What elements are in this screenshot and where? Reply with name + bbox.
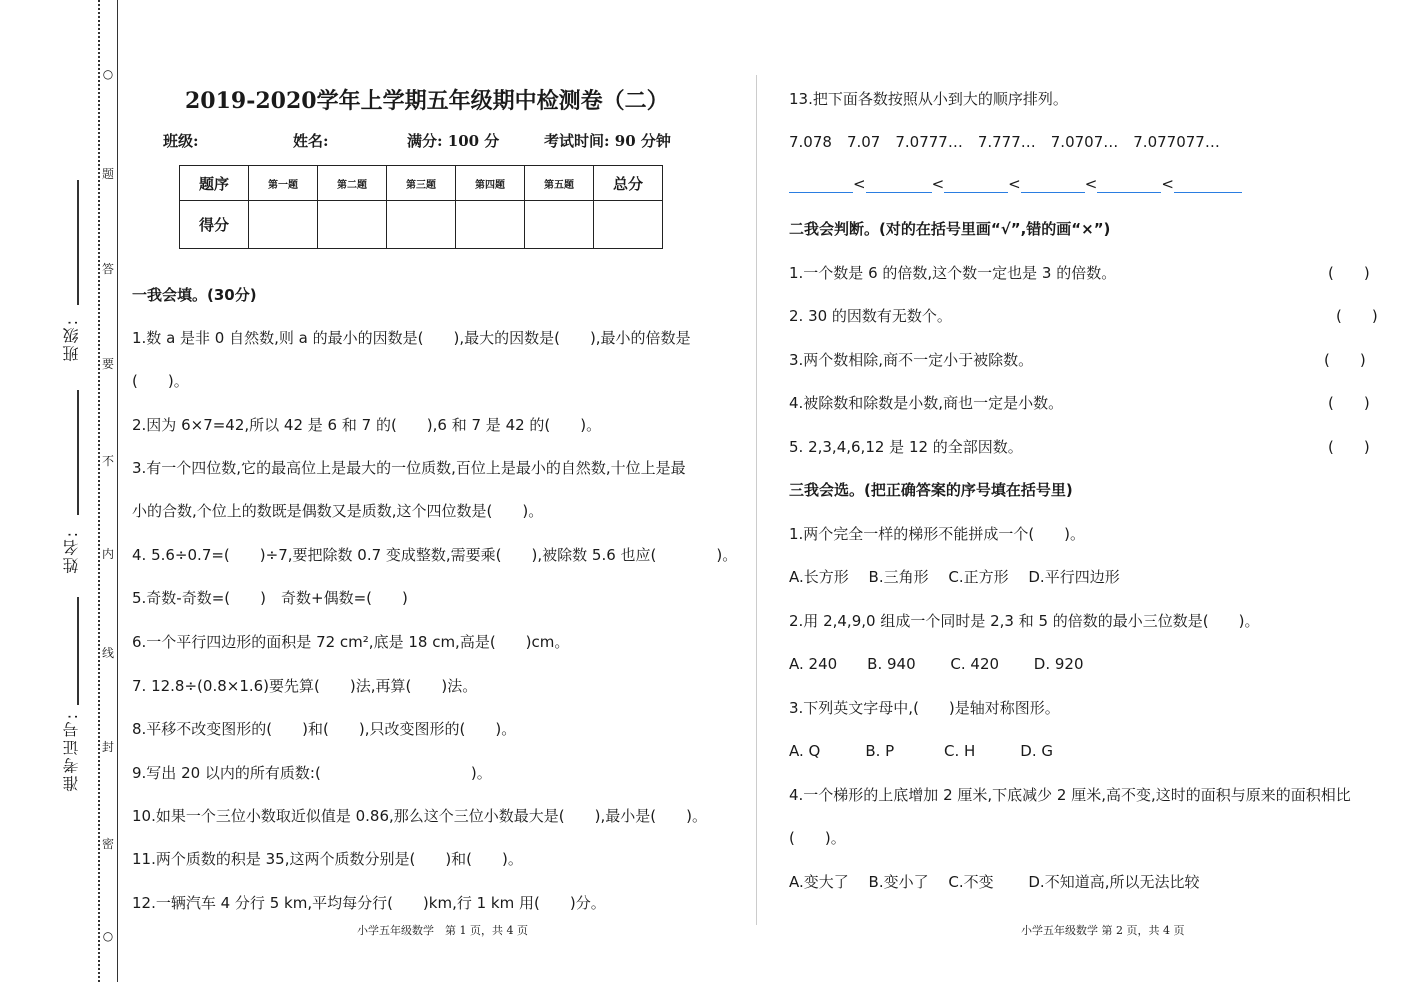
choice-options: A. 240 B. 940 C. 420 D. 920 <box>789 655 1084 673</box>
choice-line: 2.用 2,4,9,0 组成一个同时是 2,3 和 5 的倍数的最小三位数是( )。 <box>789 612 1260 630</box>
blank-field[interactable] <box>944 176 1008 193</box>
score-cell[interactable] <box>525 201 594 249</box>
question-line: 5.奇数-奇数=( ) 奇数+偶数=( ) <box>132 589 408 607</box>
less-than-sign: < <box>1008 175 1021 193</box>
section1-title: 一我会填。(30分) <box>132 286 257 304</box>
score-header-cell: 题序 <box>180 166 249 201</box>
question-line: 4. 5.6÷0.7=( )÷7,要把除数 0.7 变成整数,需要乘( ),被除数 5.6 也应( )。 <box>132 546 738 564</box>
score-header-cell: 第四题 <box>456 166 525 201</box>
binding-dotted-line <box>98 0 100 982</box>
less-than-sign: < <box>931 175 945 193</box>
question-line: 7. 12.8÷(0.8×1.6)要先算( )法,再算( )法。 <box>132 677 478 695</box>
score-cell[interactable] <box>318 201 387 249</box>
full-score: 满分: 100 分 <box>407 132 500 150</box>
name-underline <box>77 390 79 515</box>
choice-options: A.长方形 B.三角形 C.正方形 D.平行四边形 <box>789 568 1120 586</box>
choice-line: 4.一个梯形的上底增加 2 厘米,下底减少 2 厘米,高不变,这时的面积与原来的面积相比 <box>789 786 1351 804</box>
less-than-sign: < <box>853 175 866 193</box>
judge-paren[interactable]: ( ) <box>1328 438 1370 456</box>
question-line: 12.一辆汽车 4 分行 5 km,平均每分行( )km,行 1 km 用( )分。 <box>132 894 606 912</box>
name-label: 姓名: <box>62 530 81 574</box>
judge-paren[interactable]: ( ) <box>1324 351 1366 369</box>
choice-line: ( )。 <box>789 829 846 847</box>
score-header-cell: 第二题 <box>318 166 387 201</box>
question-line: 10.如果一个三位小数取近似值是 0.86,那么这个三位小数最大是( ),最小是( )。 <box>132 807 707 825</box>
page-footer-left: 小学五年级数学 第 1 页，共 4 页 <box>357 924 528 937</box>
score-header-cell: 总分 <box>594 166 663 201</box>
seal-circle-top: ○ <box>102 67 114 81</box>
question-line: ( )。 <box>132 372 189 390</box>
choice-line: 3.下列英文字母中,( )是轴对称图形。 <box>789 699 1060 717</box>
seal-char-ti: 题 <box>101 167 114 181</box>
seal-char-xian: 线 <box>101 646 114 660</box>
seal-char-yao: 要 <box>101 357 114 371</box>
question-line: 9.写出 20 以内的所有质数:( )。 <box>132 764 492 782</box>
question-13: 13.把下面各数按照从小到大的顺序排列。 <box>789 90 1068 108</box>
number-list: 7.078 7.07 7.0777… 7.777… 7.0707… 7.077077… <box>789 133 1220 151</box>
score-header-cell: 第三题 <box>387 166 456 201</box>
question-line: 2.因为 6×7=42,所以 42 是 6 和 7 的( ),6 和 7 是 42 的( )。 <box>132 416 602 434</box>
judge-item: 4.被除数和除数是小数,商也一定是小数。 <box>789 394 1064 412</box>
section2-title: 二我会判断。(对的在括号里画“√”,错的画“×”) <box>789 220 1111 238</box>
blank-field[interactable] <box>1021 176 1085 193</box>
choice-options: A. Q B. P C. H D. G <box>789 742 1053 760</box>
page-footer-right: 小学五年级数学 第 2 页，共 4 页 <box>1021 924 1185 937</box>
seal-char-bu: 不 <box>101 454 114 468</box>
seal-char-mi: 密 <box>101 837 114 851</box>
judge-paren[interactable]: ( ) <box>1328 394 1370 412</box>
question-line: 8.平移不改变图形的( )和( ),只改变图形的( )。 <box>132 720 517 738</box>
blank-field[interactable] <box>866 176 932 193</box>
question-line: 3.有一个四位数,它的最高位上是最大的一位质数,百位上是最小的自然数,十位上是最 <box>132 459 686 477</box>
blank-field[interactable] <box>789 176 853 193</box>
question-line: 小的合数,个位上的数既是偶数又是质数,这个四位数是( )。 <box>132 502 544 520</box>
score-header-cell: 第一题 <box>249 166 318 201</box>
question-line: 1.数 a 是非 0 自然数,则 a 的最小的因数是( ),最大的因数是( ),最小的倍数是 <box>132 329 691 347</box>
judge-item: 5. 2,3,4,6,12 是 12 的全部因数。 <box>789 438 1023 456</box>
seal-circle-bottom: ○ <box>102 929 114 943</box>
score-cell[interactable] <box>456 201 525 249</box>
exam-title: 2019-2020学年上学期五年级期中检测卷（二） <box>185 88 669 114</box>
score-header-cell: 第五题 <box>525 166 594 201</box>
seal-char-da: 答 <box>101 262 114 276</box>
ordering-blanks <box>789 175 1242 193</box>
choice-line: 1.两个完全一样的梯形不能拼成一个( )。 <box>789 525 1086 543</box>
name-field-label: 姓名: <box>293 132 329 150</box>
exam-id-label: 准考证号: <box>62 712 81 792</box>
choice-options: A.变大了 B.变小了 C.不变 D.不知道高,所以无法比较 <box>789 873 1200 891</box>
blank-field[interactable] <box>1097 176 1161 193</box>
exam-id-underline <box>77 597 79 705</box>
seal-char-nei: 内 <box>101 547 114 561</box>
seal-char-feng: 封 <box>101 740 114 754</box>
page-divider <box>756 75 757 925</box>
question-line: 11.两个质数的积是 35,这两个质数分别是( )和( )。 <box>132 850 523 868</box>
class-underline <box>77 180 79 305</box>
section3-title: 三我会选。(把正确答案的序号填在括号里) <box>789 481 1073 499</box>
class-field-label: 班级: <box>163 132 199 150</box>
less-than-sign: < <box>1161 175 1174 193</box>
blank-field[interactable] <box>1174 176 1242 193</box>
score-cell[interactable] <box>594 201 663 249</box>
binding-solid-line <box>117 0 118 982</box>
judge-paren[interactable]: ( ) <box>1328 264 1370 282</box>
judge-item: 2. 30 的因数有无数个。 <box>789 307 952 325</box>
exam-time: 考试时间: 90 分钟 <box>544 132 671 150</box>
score-cell[interactable] <box>249 201 318 249</box>
score-cell[interactable] <box>387 201 456 249</box>
score-row-label: 得分 <box>180 201 249 249</box>
judge-item: 1.一个数是 6 的倍数,这个数一定也是 3 的倍数。 <box>789 264 1117 282</box>
class-label: 班级: <box>62 318 81 362</box>
judge-item: 3.两个数相除,商不一定小于被除数。 <box>789 351 1034 369</box>
score-table <box>179 165 663 249</box>
judge-paren[interactable]: ( ) <box>1336 307 1378 325</box>
less-than-sign: < <box>1084 175 1098 193</box>
question-line: 6.一个平行四边形的面积是 72 cm²,底是 18 cm,高是( )cm。 <box>132 633 570 651</box>
